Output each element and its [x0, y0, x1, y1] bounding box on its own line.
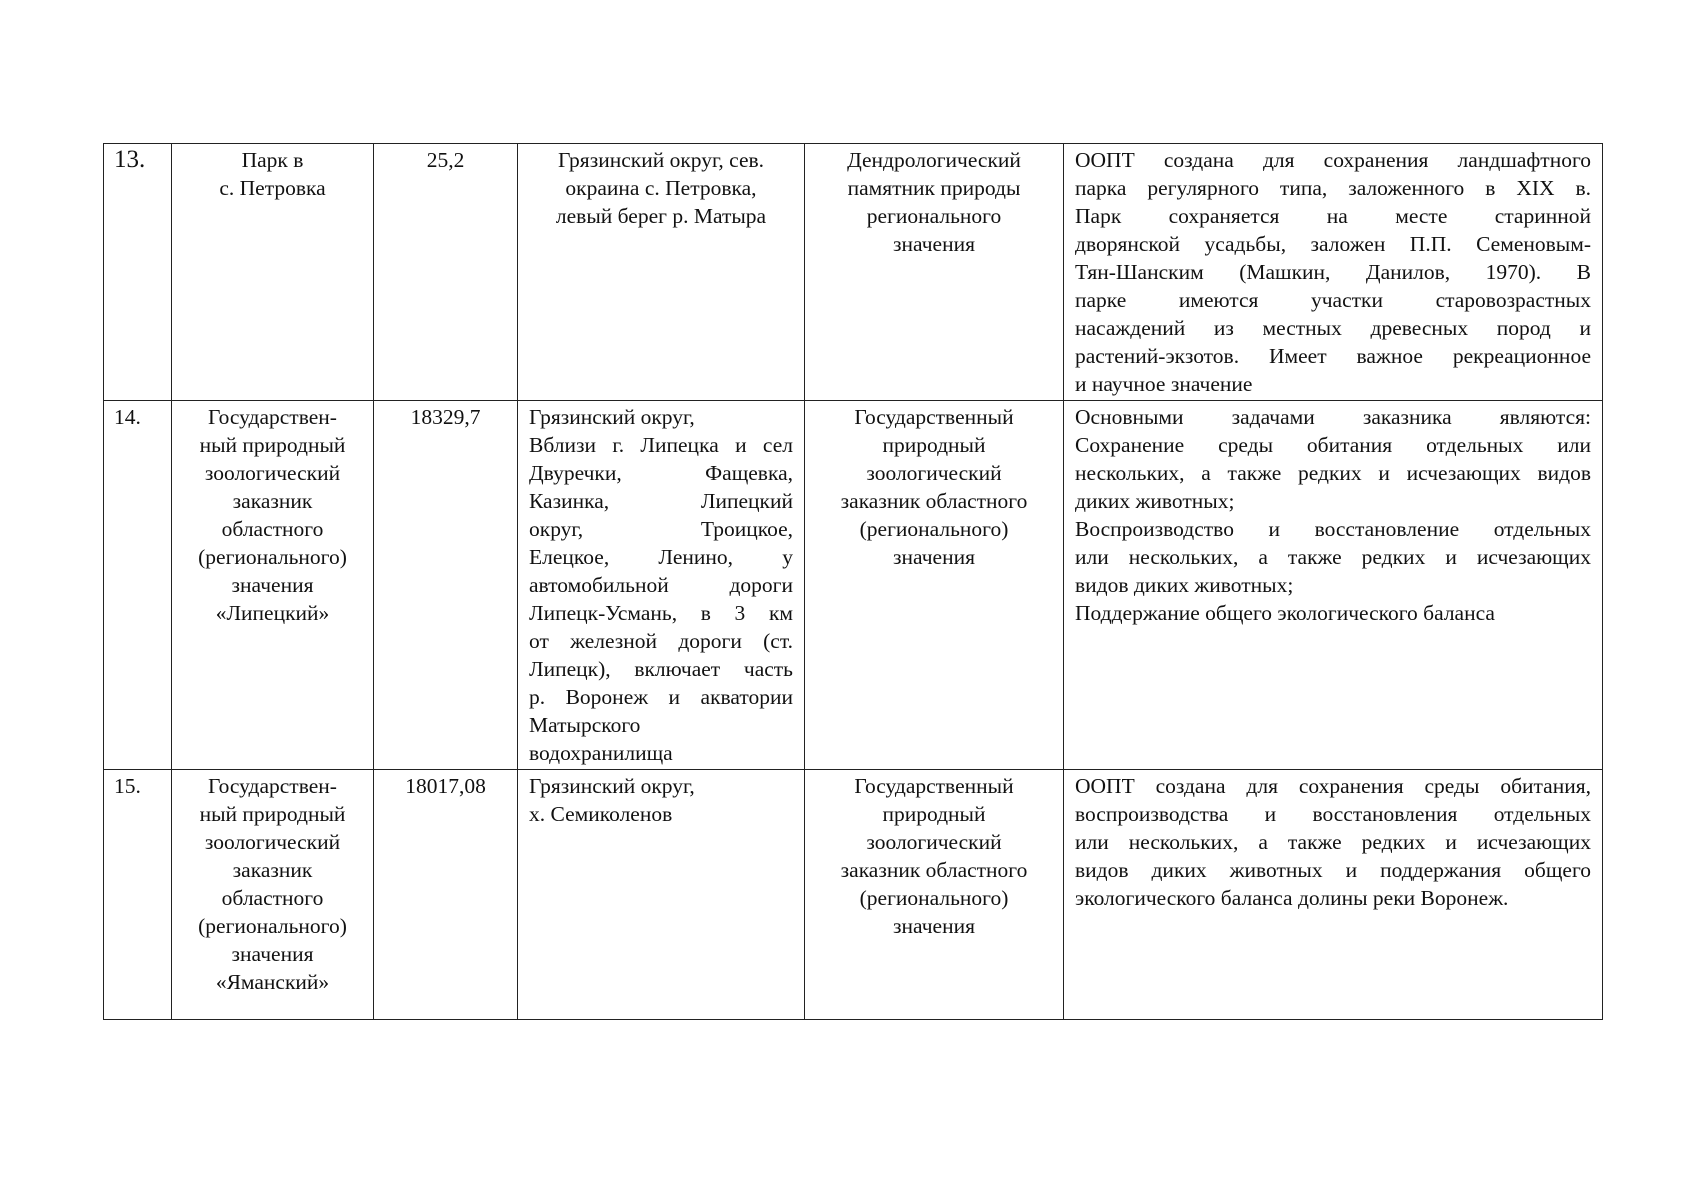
area-name-line: Парк в	[241, 148, 304, 172]
area-size: 18329,7	[374, 401, 518, 770]
area-name-line: зоологический	[204, 461, 341, 485]
category-cell	[805, 401, 1064, 770]
location-line: водохранилища	[529, 741, 673, 765]
description-line: или нескольких, а также редких и исчезающих	[1075, 830, 1591, 854]
area-name-line: (регионального)	[198, 914, 347, 938]
location-line: Грязинский округ, сев.	[557, 148, 765, 172]
location-cell	[518, 401, 805, 770]
area-name-line: заказник	[232, 858, 313, 882]
description-line: парке имеются участки старовозрастных	[1075, 288, 1591, 312]
area-name-line: ный природный	[199, 802, 346, 826]
category-line: значения	[893, 545, 975, 569]
category-line: природный	[882, 802, 986, 826]
location-cell	[518, 770, 805, 1020]
area-name-line: «Липецкий»	[215, 601, 330, 625]
category-line: природный	[882, 433, 986, 457]
category-line: Государственный	[854, 405, 1014, 429]
category-line: памятник природы	[847, 176, 1021, 200]
protected-areas-table	[103, 143, 1603, 1020]
area-name-line: областного	[221, 886, 324, 910]
description-line: экологического баланса долины реки Воронеж.	[1075, 886, 1509, 910]
area-name-line: с. Петровка	[219, 176, 326, 200]
description-line: нескольких, а также редких и исчезающих видов	[1075, 461, 1591, 485]
location-line: автомобильной дороги	[529, 573, 793, 597]
area-name-line: Государствен-	[208, 405, 337, 429]
category-cell	[805, 770, 1064, 1020]
category-line: значения	[893, 914, 975, 938]
location-line: округ, Троицкое,	[529, 517, 793, 541]
description-line: Поддержание общего экологического баланса	[1075, 601, 1495, 625]
location-line: Елецкое, Ленино, у	[529, 545, 793, 569]
row-number: 15.	[104, 770, 172, 1020]
location-line: Липецк), включает часть	[529, 657, 793, 681]
description-line: Сохранение среды обитания отдельных или	[1075, 433, 1591, 457]
description-line: видов диких животных;	[1075, 573, 1294, 597]
category-cell	[805, 144, 1064, 401]
description-line: Тян-Шанским (Машкин, Данилов, 1970). В	[1075, 260, 1591, 284]
description-line: растений-экзотов. Имеет важное рекреационное	[1075, 344, 1591, 368]
row-number: 13.	[104, 144, 172, 401]
area-name-line: зоологический	[204, 830, 341, 854]
category-line: Дендрологический	[847, 148, 1021, 172]
area-name-line: значения	[231, 573, 314, 597]
description-line: Воспроизводство и восстановление отдельных	[1075, 517, 1591, 541]
location-line: левый берег р. Матыра	[555, 204, 767, 228]
description-line: ООПТ создана для сохранения ландшафтного	[1075, 148, 1591, 172]
category-line: заказник областного	[840, 858, 1028, 882]
area-name-line: «Яманский»	[215, 970, 330, 994]
location-line: окраина с. Петровка,	[565, 176, 757, 200]
description-cell	[1064, 401, 1603, 770]
category-line: зоологический	[866, 461, 1002, 485]
description-line: ООПТ создана для сохранения среды обитания,	[1075, 774, 1591, 798]
description-line: воспроизводства и восстановления отдельных	[1075, 802, 1591, 826]
category-line: значения	[893, 232, 975, 256]
description-line: парка регулярного типа, заложенного в XIX в.	[1075, 176, 1591, 200]
location-line: р. Воронеж и акватории	[529, 685, 793, 709]
location-line: Грязинский округ,	[529, 405, 695, 429]
description-line: Парк сохраняется на месте старинной	[1075, 204, 1591, 228]
category-line: регионального	[866, 204, 1002, 228]
location-line: от железной дороги (ст.	[529, 629, 793, 653]
description-line: диких животных;	[1075, 489, 1235, 513]
category-line: зоологический	[866, 830, 1002, 854]
area-name-line: заказник	[232, 489, 313, 513]
area-name-cell	[172, 770, 374, 1020]
table-row	[104, 144, 1603, 401]
location-line: Двуречки, Фащевка,	[529, 461, 793, 485]
area-size: 18017,08	[374, 770, 518, 1020]
area-name-cell	[172, 144, 374, 401]
description-line: дворянской усадьбы, заложен П.П. Семеновым-	[1075, 232, 1591, 256]
area-name-line: Государствен-	[208, 774, 337, 798]
location-cell	[518, 144, 805, 401]
area-name-line: ный природный	[199, 433, 346, 457]
description-line: и научное значение	[1075, 372, 1253, 396]
category-line: заказник областного	[840, 489, 1028, 513]
area-name-cell	[172, 401, 374, 770]
row-number: 14.	[104, 401, 172, 770]
location-line: Казинка, Липецкий	[529, 489, 793, 513]
category-line: (регионального)	[859, 886, 1009, 910]
description-line: видов диких животных и поддержания общего	[1075, 858, 1591, 882]
location-line: Грязинский округ,	[529, 774, 695, 798]
area-name-line: (регионального)	[198, 545, 347, 569]
description-line: Основными задачами заказника являются:	[1075, 405, 1591, 429]
location-line: х. Семиколенов	[529, 802, 673, 826]
table-row	[104, 770, 1603, 1020]
category-line: (регионального)	[859, 517, 1009, 541]
description-cell	[1064, 144, 1603, 401]
description-line: насаждений из местных древесных пород и	[1075, 316, 1591, 340]
description-cell	[1064, 770, 1603, 1020]
description-line: или нескольких, а также редких и исчезающих	[1075, 545, 1591, 569]
area-size: 25,2	[374, 144, 518, 401]
location-line: Липецк-Усмань, в 3 км	[529, 601, 793, 625]
location-line: Матырского	[529, 713, 641, 737]
area-name-line: областного	[221, 517, 324, 541]
category-line: Государственный	[854, 774, 1014, 798]
area-name-line: значения	[231, 942, 314, 966]
location-line: Вблизи г. Липецка и сел	[529, 433, 793, 457]
table-row	[104, 401, 1603, 770]
